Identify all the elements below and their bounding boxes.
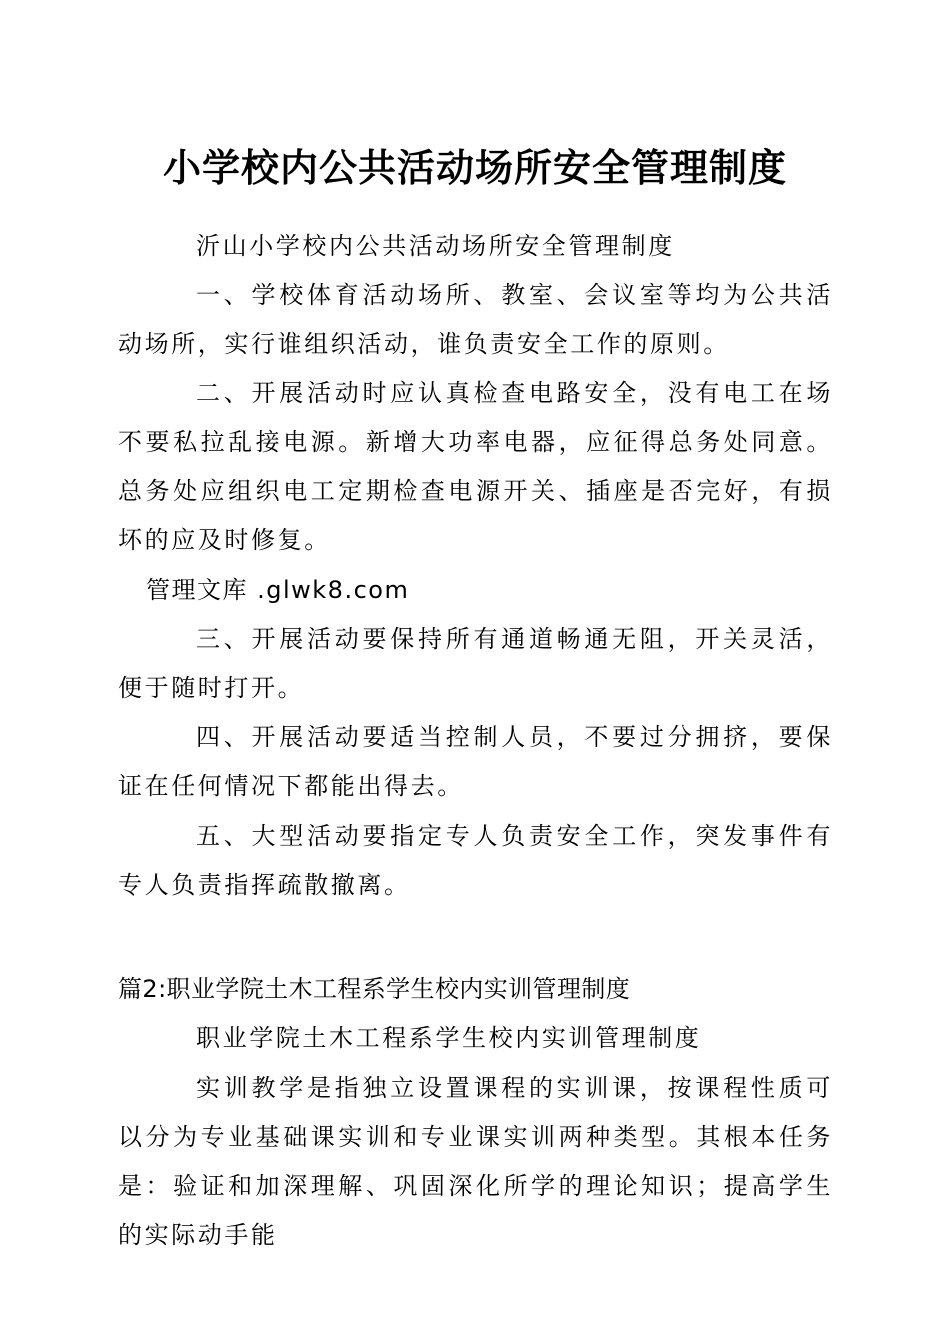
document-subtitle: 沂山小学校内公共活动场所安全管理制度 [196,232,675,260]
section-paragraph: 实训教学是指独立设置课程的实训课，按课程性质可以分为专业基础课实训和专业课实训两种类型。其根本任务是：验证和加深理解、巩固深化所学的理论知识；提高学生的实际动手能 [118,1074,833,1249]
rule-item-4: 四、开展活动要适当控制人员，不要过分拥挤，要保证在任何情况下都能出得去。 [118,723,833,800]
rule-item-3: 三、开展活动要保持所有通道畅通无阻，开关灵活，便于随时打开。 [118,625,833,702]
section-heading: 篇2:职业学院土木工程系学生校内实训管理制度 [118,975,631,1003]
section-subtitle: 职业学院土木工程系学生校内实训管理制度 [196,1024,702,1052]
watermark-text: 管理文库 .glwk8.com [146,576,410,604]
rule-item-5: 五、大型活动要指定专人负责安全工作，突发事件有专人负责指挥疏散撤离。 [118,822,833,899]
page-title: 小学校内公共活动场所安全管理制度 [162,145,787,190]
watermark-line [146,566,861,615]
rule-item-1: 一、学校体育活动场所、教室、会议室等均为公共活动场所，实行谁组织活动，谁负责安全工作的原则。 [118,281,833,358]
rule-item-2: 二、开展活动时应认真检查电路安全，没有电工在场不要私拉乱接电源。新增大功率电器，应征得总务处同意。总务处应组织电工定期检查电源开关、插座是否完好，有损坏的应及时修复。 [118,379,833,554]
